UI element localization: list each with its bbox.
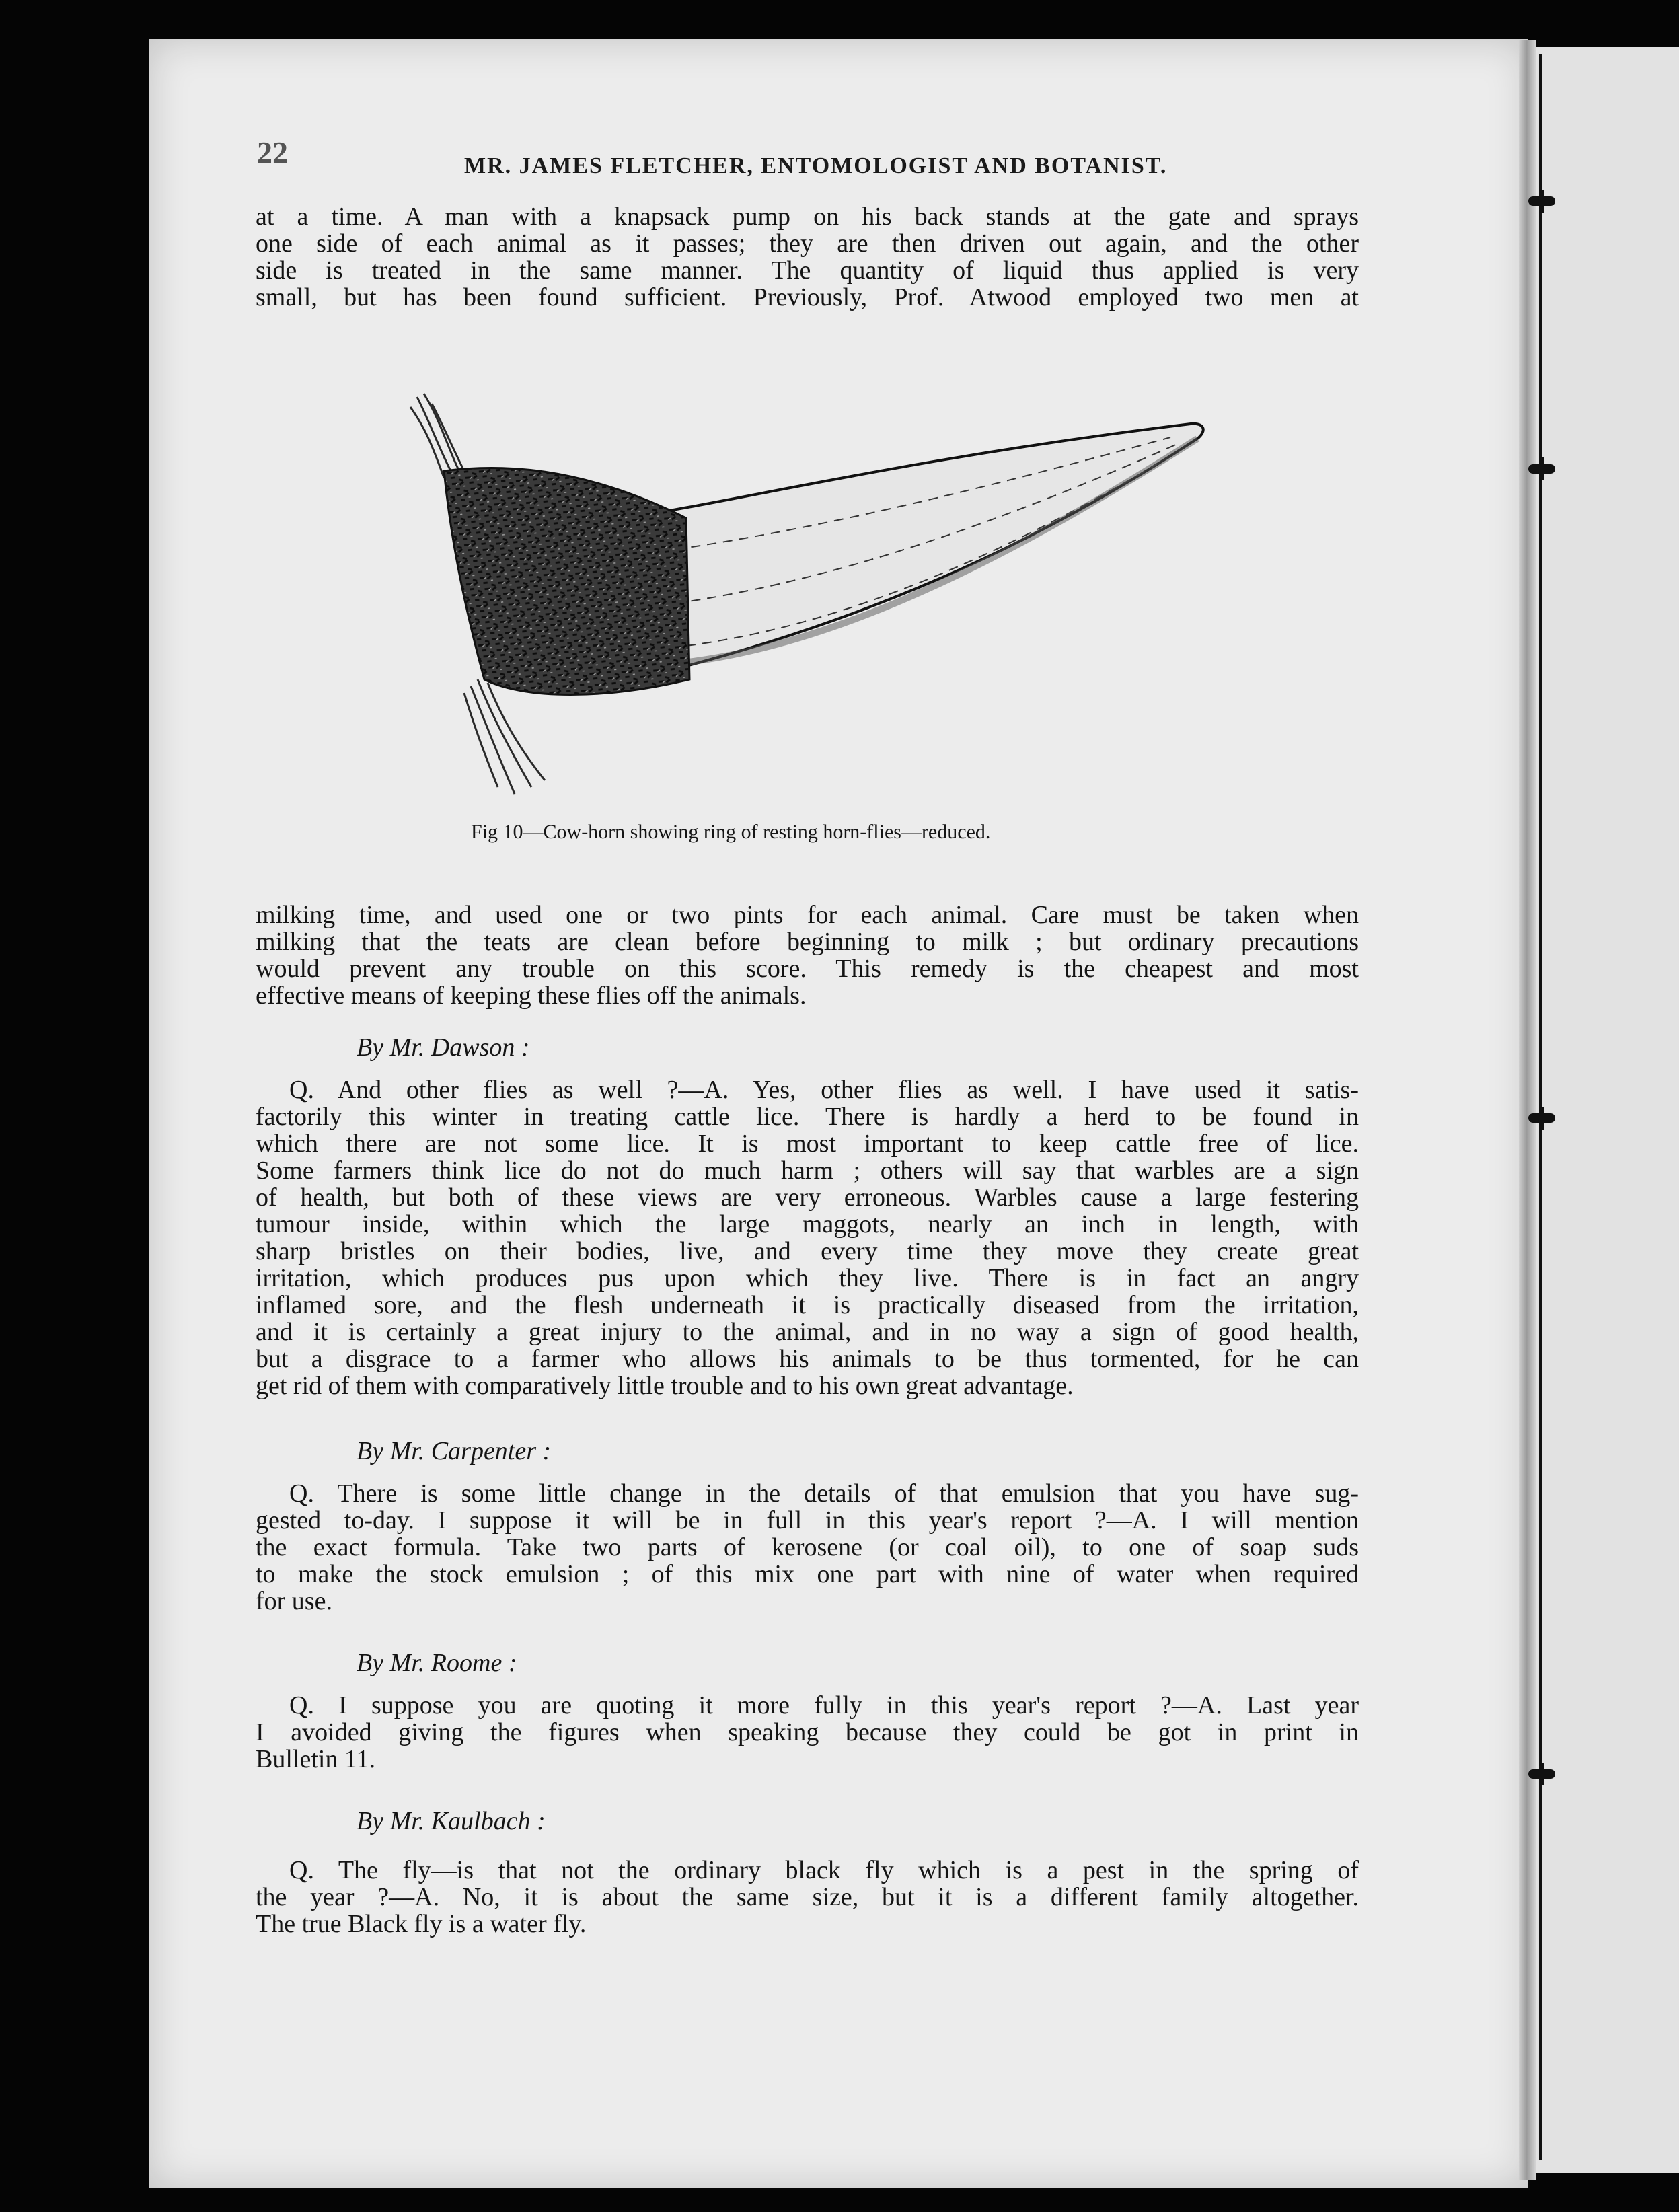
text-line: to make the stock emulsion ; of this mix one part with nine of water when required	[256, 1560, 1359, 1588]
figure-caption: Fig 10—Cow-horn showing ring of resting horn-flies—reduced.	[471, 821, 991, 843]
speaker-heading: By Mr. Kaulbach :	[357, 1807, 546, 1835]
fly-ring	[444, 468, 689, 694]
text-line: one side of each animal as it passes; they are then driven out again, and the other	[256, 229, 1359, 258]
text-line: irritation, which produces pus upon which they live. There is in fact an angry	[256, 1264, 1359, 1292]
text-line: Q. And other flies as well ?—A. Yes, other flies as well. I have used it satis-	[289, 1076, 1359, 1104]
page-number: 22	[257, 135, 288, 170]
text-line: small, but has been found sufficient. Previously, Prof. Atwood employed two men at	[256, 283, 1359, 311]
cow-horn-illustration	[404, 383, 1224, 814]
text-line: the exact formula. Take two parts of kerosene (or coal oil), to one of soap suds	[256, 1533, 1359, 1561]
text-line: gested to-day. I suppose it will be in full in this year's report ?—A. I will mention	[256, 1506, 1359, 1535]
text-line: sharp bristles on their bodies, live, and every time they move they create great	[256, 1237, 1359, 1265]
text-line: side is treated in the same manner. The quantity of liquid thus applied is very	[256, 256, 1359, 285]
binding-stitch	[1528, 196, 1555, 206]
text-line: which there are not some lice. It is most important to keep cattle free of lice.	[256, 1130, 1359, 1158]
speaker-heading: By Mr. Roome :	[357, 1649, 517, 1677]
text-line: Q. There is some little change in the details of that emulsion that you have sug-	[289, 1479, 1359, 1508]
speaker-heading: By Mr. Carpenter :	[357, 1437, 552, 1465]
text-line: of health, but both of these views are very erroneous. Warbles cause a large festering	[256, 1183, 1359, 1212]
text-line: and it is certainly a great injury to the animal, and in no way a sign of good health,	[256, 1318, 1359, 1346]
text-line: but a disgrace to a farmer who allows his animals to be thus tormented, for he can	[256, 1345, 1359, 1373]
text-line: factorily this winter in treating cattle lice. There is hardly a herd to be found in	[256, 1103, 1359, 1131]
text-line: the year ?—A. No, it is about the same size, but it is a different family altogether.	[256, 1883, 1359, 1911]
running-head: MR. JAMES FLETCHER, ENTOMOLOGIST AND BOTANIST.	[464, 153, 1168, 178]
text-line: milking time, and used one or two pints for each animal. Care must be taken when	[256, 901, 1359, 929]
text-line: tumour inside, within which the large maggots, nearly an inch in length, with	[256, 1210, 1359, 1239]
text-line: effective means of keeping these flies off the animals.	[256, 982, 807, 1010]
binding-stitch	[1528, 1769, 1555, 1779]
text-line: inflamed sore, and the flesh underneath it is practically diseased from the irritation,	[256, 1291, 1359, 1319]
text-line: for use.	[256, 1587, 332, 1615]
text-line: Bulletin 11.	[256, 1745, 376, 1773]
text-line: get rid of them with comparatively little trouble and to his own great advantage.	[256, 1372, 1074, 1400]
text-line: milking that the teats are clean before beginning to milk ; but ordinary precautions	[256, 928, 1359, 956]
binding-stitch	[1528, 1113, 1555, 1123]
page-gutter	[1519, 40, 1536, 2180]
speaker-heading: By Mr. Dawson :	[357, 1033, 530, 1062]
text-line: The true Black fly is a water fly.	[256, 1910, 587, 1938]
horn-body	[626, 424, 1203, 666]
text-line: at a time. A man with a knapsack pump on his back stands at the gate and sprays	[256, 202, 1359, 231]
text-line: Q. I suppose you are quoting it more fully in this year's report ?—A. Last year	[289, 1691, 1359, 1720]
text-line: I avoided giving the figures when speaking because they could be got in print in	[256, 1718, 1359, 1746]
facing-page-edge	[1528, 47, 1679, 2173]
text-line: Q. The fly—is that not the ordinary black fly which is a pest in the spring of	[289, 1856, 1359, 1884]
binding-stitch	[1528, 464, 1555, 474]
text-line: Some farmers think lice do not do much harm ; others will say that warbles are a sign	[256, 1156, 1359, 1185]
text-line: would prevent any trouble on this score. This remedy is the cheapest and most	[256, 955, 1359, 983]
